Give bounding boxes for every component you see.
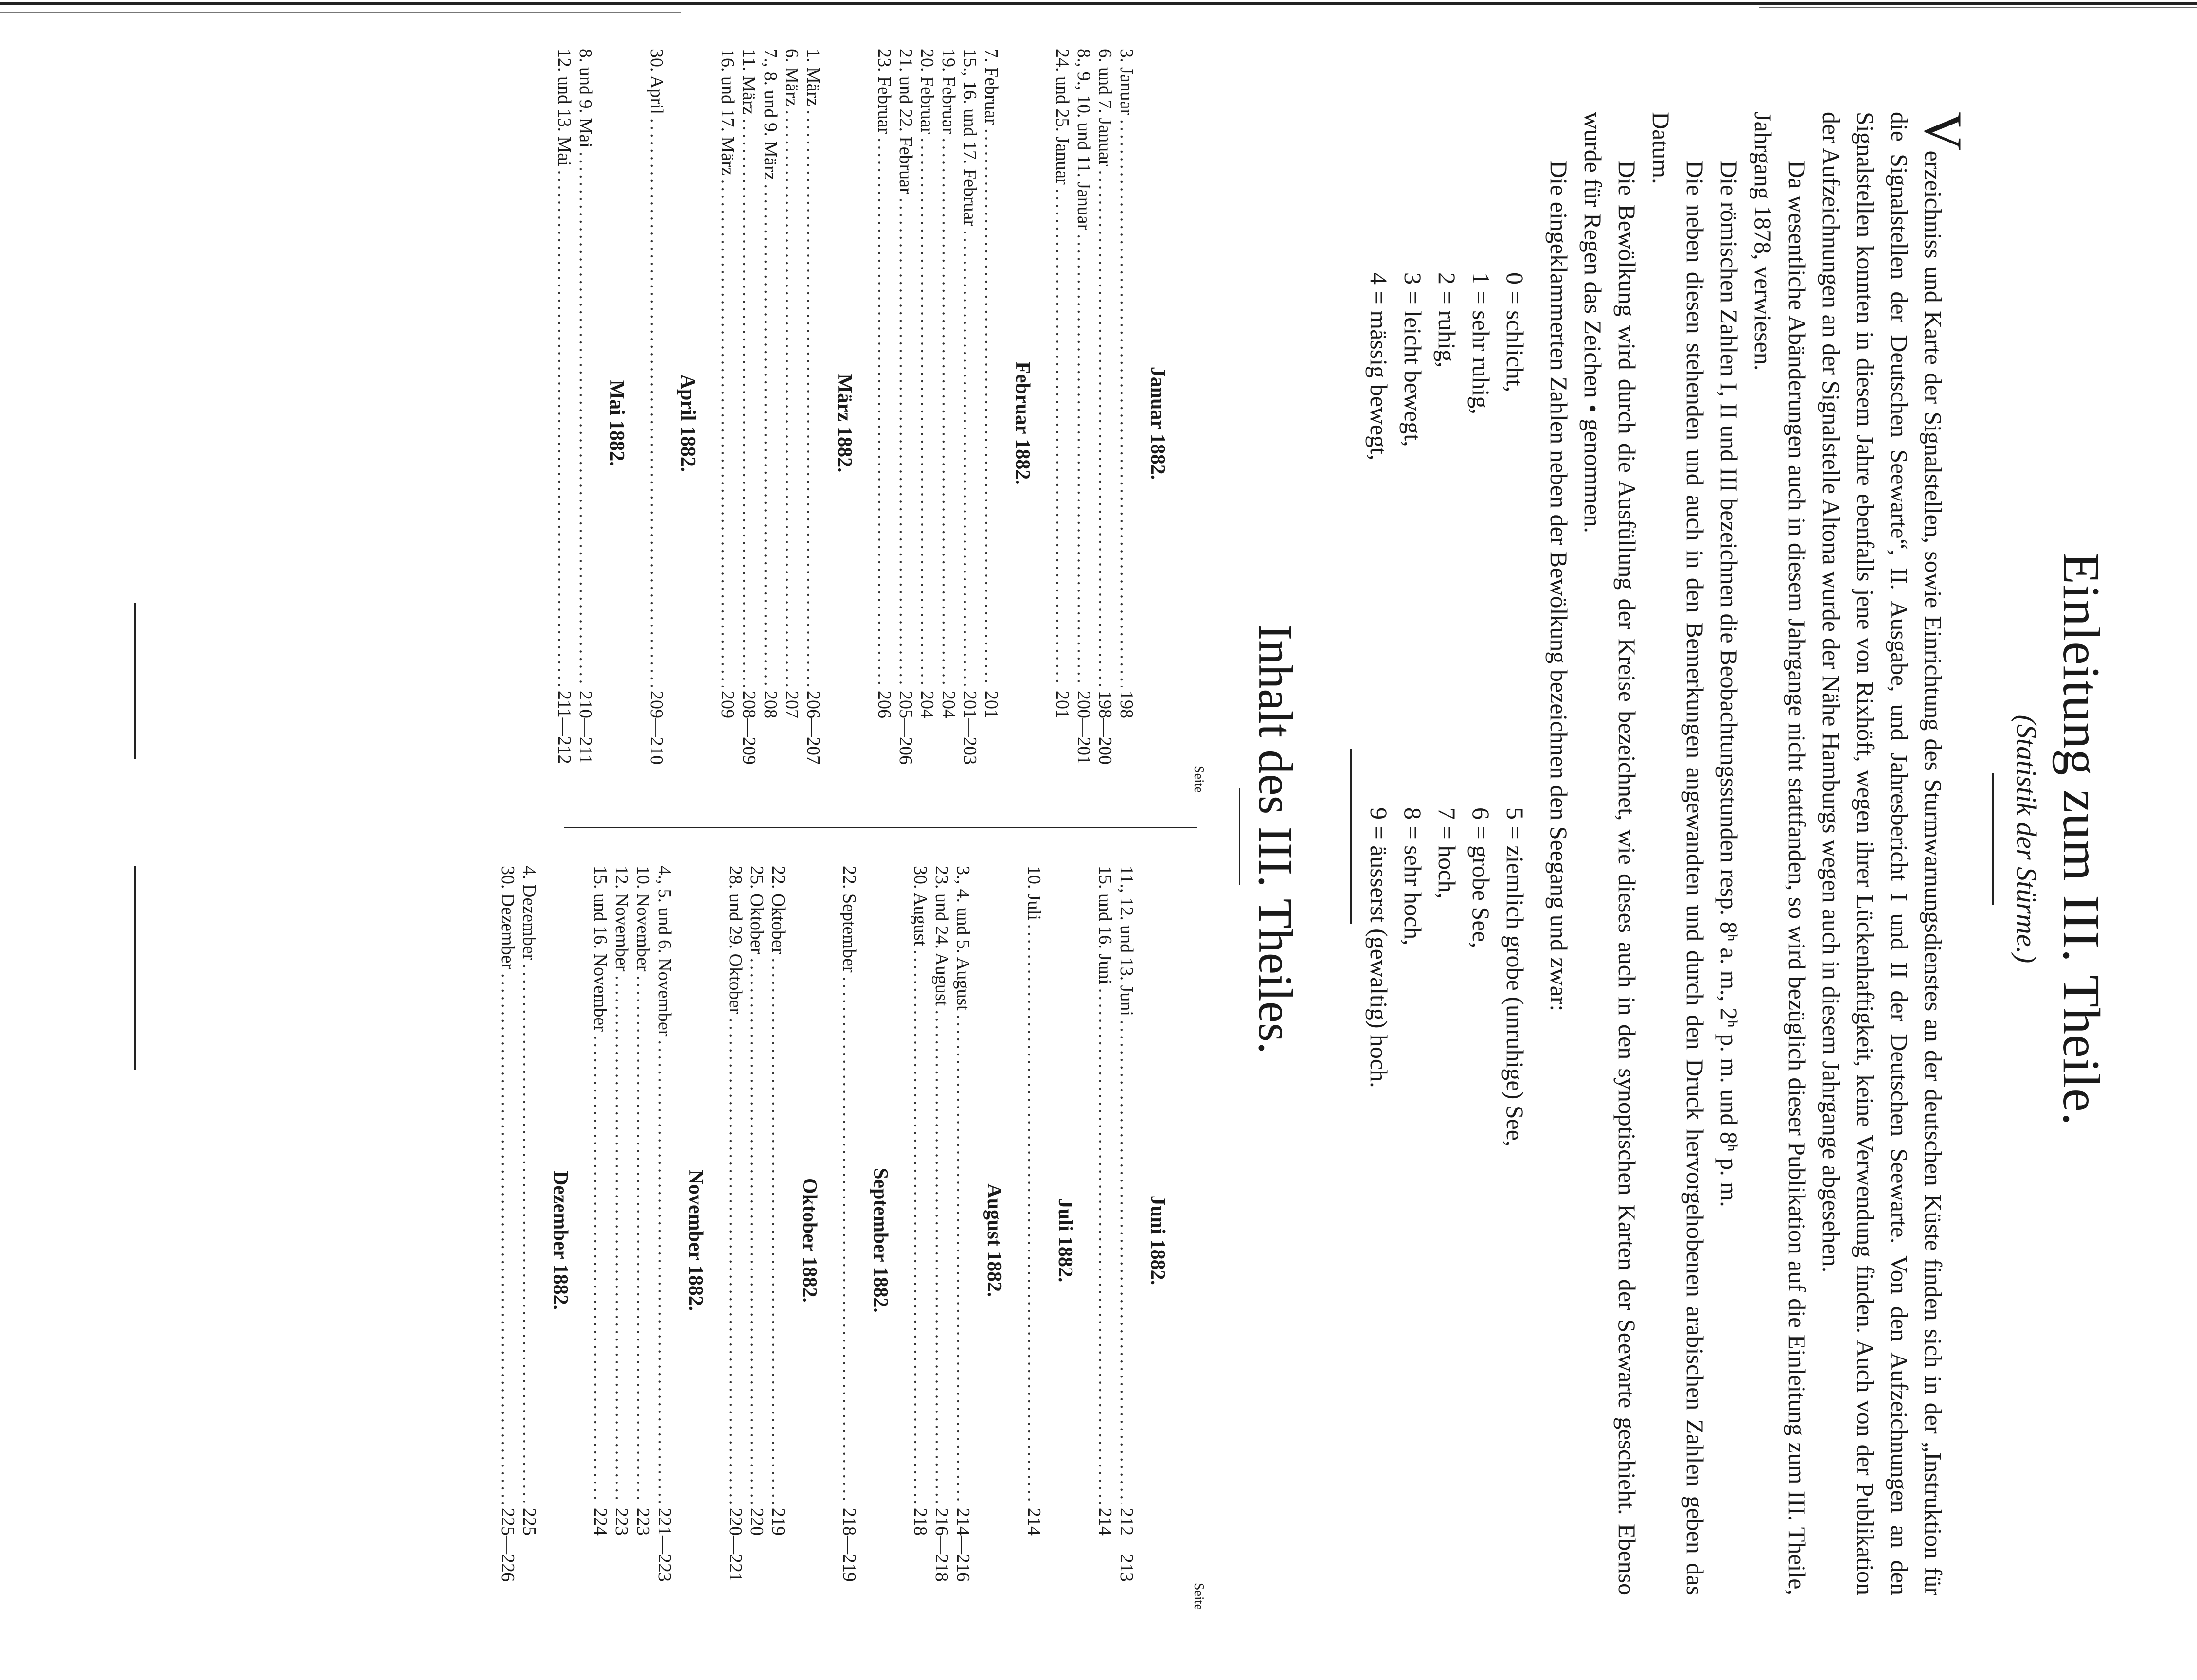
dot-leader <box>654 1040 675 1504</box>
toc-entry-page: 218 <box>910 1508 930 1536</box>
dot-leader <box>839 977 860 1504</box>
intro-text <box>1542 112 1973 1595</box>
seite-label: Seite <box>1191 1583 1206 1610</box>
dot-leader <box>1116 1020 1137 1504</box>
scan-edge-line <box>0 12 681 13</box>
toc-entry-page: 205—206 <box>895 691 916 765</box>
toc-entry-page: 209 <box>717 691 738 718</box>
toc-entry <box>981 49 1002 798</box>
dot-leader <box>760 184 781 687</box>
toc-entry <box>746 866 768 1615</box>
toc-entry-date: 20. Februar <box>917 49 937 134</box>
toc-entry <box>931 866 952 1615</box>
toc-entry <box>725 866 746 1615</box>
toc-entry-date: 3., 4. und 5. August <box>953 866 973 1011</box>
toc-entry-date: 16. und 17. März <box>717 49 738 176</box>
dot-leader <box>725 1018 746 1504</box>
toc-entry <box>839 866 860 1615</box>
toc-entry-page: 208 <box>760 691 781 718</box>
dot-leader <box>1094 170 1116 687</box>
toc-entry-page: 198 <box>1116 691 1137 718</box>
toc-entry-date: 12. November <box>611 866 632 972</box>
toc-entry <box>554 49 575 798</box>
toc-entry <box>768 866 789 1615</box>
toc-entry-page: 224 <box>590 1508 610 1536</box>
dot-leader <box>895 198 916 687</box>
toc-month-heading: November 1882. <box>684 1169 707 1311</box>
page-title: Einleitung zum III. Theile. <box>2052 552 2110 1126</box>
dot-leader <box>497 973 518 1504</box>
scale-entry: 2 = ruhig, <box>1433 272 1461 368</box>
toc-month-heading: Juni 1882. <box>1146 1195 1169 1286</box>
toc-entry-page: 200—201 <box>1073 691 1094 765</box>
toc-entry-page: 214 <box>1024 1508 1044 1536</box>
toc-month-heading: August 1882. <box>983 1183 1005 1297</box>
toc-entry-date: 1. März <box>803 49 823 107</box>
toc-entry <box>916 49 938 798</box>
intro-paragraph-5: Die Bewölkung wird durch die Ausfüllung der Kreise bezeichnet, wie dieses auch in den synoptischen Karten der Seewarte geschieht. Ebenso wurde für Regen das Zeichen • genommen. <box>1579 112 1641 1595</box>
seite-label: Seite <box>1191 766 1206 793</box>
dot-leader <box>738 119 760 687</box>
toc-entry-date: 7. Februar <box>981 49 1001 125</box>
toc-entry-date: 22. September <box>839 866 859 973</box>
dot-leader <box>981 128 1002 687</box>
dot-leader <box>575 152 596 687</box>
toc-month-heading: Januar 1882. <box>1146 366 1169 480</box>
toc-entry-date: 30. Dezember <box>498 866 518 970</box>
toc-entry-date: 15. und 16. Juni <box>1095 866 1115 984</box>
toc-entry-page: 221—223 <box>654 1508 675 1582</box>
toc-entry-date: 15. und 16. November <box>590 866 610 1032</box>
toc-entry-page: 210—211 <box>575 691 596 764</box>
scan-edge-line-right <box>1759 7 2197 8</box>
toc-entry <box>575 49 596 798</box>
toc-month-heading: März 1882. <box>833 374 856 473</box>
toc-entry-date: 6. März <box>782 49 802 107</box>
toc-entry-page: 220 <box>747 1508 767 1536</box>
dot-leader <box>874 138 895 687</box>
intro-paragraph-6: Die eingeklammerten Zahlen neben der Bewölkung bezeichnen den Seegang und zwar: <box>1545 161 1572 1012</box>
toc-entry <box>1116 866 1137 1615</box>
toc-entry-date: 11., 12. und 13. Juni <box>1116 866 1137 1016</box>
dot-leader <box>1073 234 1094 687</box>
dot-leader <box>959 230 981 687</box>
toc-entry-date: 10. Juli <box>1024 866 1044 920</box>
toc-month-heading: Juli 1882. <box>1054 1198 1076 1283</box>
dot-leader <box>746 958 768 1504</box>
toc-entry <box>895 49 916 798</box>
toc-entry <box>738 49 760 798</box>
toc-entry-page: 220—221 <box>725 1508 746 1582</box>
toc-entry <box>518 866 540 1615</box>
toc-entry-date: 12. und 13. Mai <box>554 49 574 166</box>
toc-entry-date: 4., 5. und 6. November <box>654 866 675 1037</box>
toc-entry-page: 207 <box>782 691 802 718</box>
scale-entry: 8 = sehr hoch, <box>1399 807 1427 946</box>
toc-entry-page: 223 <box>633 1508 653 1536</box>
scale-entry: 5 = ziemlich grobe (unruhige) See, <box>1501 807 1529 1147</box>
toc-entry-date: 10. November <box>633 866 653 972</box>
scale-row <box>1498 272 1532 1488</box>
scale-row <box>1362 272 1396 1488</box>
toc-entry-page: 218—219 <box>839 1508 859 1582</box>
scan-edge-top <box>0 2 2197 5</box>
dot-leader <box>1094 988 1116 1504</box>
dot-leader <box>938 138 959 687</box>
toc-entry-date: 30. August <box>910 866 930 946</box>
toc-entry-page: 219 <box>768 1508 788 1536</box>
toc-entry-date: 6. und 7. Januar <box>1095 49 1115 166</box>
toc-entry <box>803 49 824 798</box>
title-rule <box>1992 773 1994 905</box>
scale-entry: 3 = leicht bewegt, <box>1399 272 1427 447</box>
toc-entry-page: 206 <box>874 691 894 718</box>
toc-entry-date: 7., 8. und 9. März <box>760 49 781 180</box>
dot-leader <box>518 964 540 1504</box>
toc-entry <box>1094 866 1116 1615</box>
toc-entry-page: 208—209 <box>739 691 759 765</box>
toc-entry-date: 21. und 22. Februar <box>895 49 916 194</box>
dot-leader <box>768 958 789 1504</box>
toc-entry-date: 28. und 29. Oktober <box>725 866 746 1015</box>
toc-entry-page: 206—207 <box>803 691 823 765</box>
toc-entry-page: 198—200 <box>1095 691 1115 765</box>
toc-entry <box>760 49 781 798</box>
dot-leader <box>781 110 803 687</box>
sea-state-scale <box>1362 272 1532 1488</box>
toc-entry-date: 25. Oktober <box>747 866 767 954</box>
toc-entry-date: 22. Oktober <box>768 866 788 954</box>
toc-entry-date: 3. Januar <box>1116 49 1137 116</box>
toc-entry-page: 225 <box>519 1508 539 1536</box>
toc-entry <box>717 49 738 798</box>
intro-paragraph-3: Die römischen Zahlen I, II und III bezeichnen die Beobachtungsstunden resp. 8ʰ a. m., 2ʰ p. m. und 8ʰ p. m. <box>1715 161 1743 1207</box>
toc-entry <box>874 49 895 798</box>
toc-entry-page: 209—210 <box>646 691 667 765</box>
toc-entry-page: 214 <box>1095 1508 1115 1536</box>
toc-entry <box>632 866 654 1615</box>
toc-entry <box>654 866 675 1615</box>
toc-entry-page: 211—212 <box>554 691 574 764</box>
dot-leader <box>1023 924 1045 1504</box>
intro-paragraph-4: Die neben diesen stehenden und auch in den Bemerkungen angewandten und durch den Druck hervorgehobenen arabischen Zahlen geben das Datum. <box>1647 112 1709 1595</box>
toc-month-heading: April 1882. <box>677 374 699 472</box>
scale-row <box>1464 272 1498 1488</box>
scale-row <box>1396 272 1430 1488</box>
dot-leader <box>632 975 654 1504</box>
toc-entry <box>646 49 667 798</box>
toc-title-rule <box>1239 788 1240 885</box>
scale-entry: 4 = mässig bewegt, <box>1365 272 1393 461</box>
toc-entry <box>1023 866 1045 1615</box>
toc-entry-page: 201—203 <box>960 691 980 765</box>
dot-leader <box>931 1010 952 1504</box>
toc-month-heading: Dezember 1882. <box>549 1170 572 1310</box>
toc-entry <box>910 866 931 1615</box>
toc-entry-date: 8. und 9. Mai <box>575 49 596 148</box>
toc-entry <box>781 49 803 798</box>
toc-title: Inhalt des III. Theiles. <box>1249 624 1303 1054</box>
dot-leader <box>1052 189 1073 687</box>
intro-paragraph-2: Da wesentliche Abänderungen auch in diesem Jahrgange nicht stattfanden, so wird bezüglich dieser Publikation auf die Einleitung zum III. Theile, Jahrgang 1878, verwiesen. <box>1750 112 1811 1595</box>
dot-leader <box>916 138 938 687</box>
scale-entry: 1 = sehr ruhig, <box>1467 272 1495 415</box>
toc-entry <box>611 866 632 1615</box>
toc-entry-page: 216—218 <box>931 1508 952 1582</box>
toc-entry-page: 201 <box>1052 691 1072 718</box>
toc-entry-page: 204 <box>917 691 937 718</box>
dot-leader <box>589 1036 611 1504</box>
toc-entry <box>1073 49 1094 798</box>
scale-entry: 6 = grobe See, <box>1467 807 1495 948</box>
toc-left-column <box>554 49 1206 798</box>
dot-leader <box>803 110 824 687</box>
scale-entry: 0 = schlicht, <box>1501 272 1529 393</box>
dot-leader <box>717 179 738 687</box>
scale-entry: 7 = hoch, <box>1433 807 1461 899</box>
toc-entry-date: 23. und 24. August <box>931 866 952 1006</box>
toc-entry-page: 204 <box>938 691 959 718</box>
toc-right-column <box>497 866 1206 1615</box>
rotated-page <box>78 29 2111 1649</box>
intro-paragraph-1-text: erzeichniss und Karte der Signalstellen, sowie Einrichtung des Sturmwarnungsdienstes an der deutschen Küste finden sich in der „Instruktion für die Signalstellen der Deutschen Seewarte“, II. Ausgabe, und Jahresbericht I und II der Deutschen Seewarte. Von den Aufzeichnungen an den Signalstellen konnten in diesem Jahre ebenfalls jene von Rixhöft, wegen ihrer Lückenhaftigkeit, keine Verwendung finden. Auch von der Publikation der Aufzeichnungen an der Signalstelle Altona wurde der Nähe Hamburgs wegen auch in diesem Jahrgange abgesehen. <box>1818 112 1947 1595</box>
dot-leader <box>611 975 632 1504</box>
toc-entry-date: 30. April <box>646 49 667 115</box>
toc-entry-page: 201 <box>981 691 1001 718</box>
page-subtitle: (Statistik der Stürme.) <box>2011 715 2042 964</box>
dot-leader <box>952 1015 974 1504</box>
toc-entry-date: 8., 9., 10. und 11. Januar <box>1073 49 1094 231</box>
scale-entry: 9 = äusserst (gewaltig) hoch. <box>1365 807 1393 1088</box>
toc-entry-date: 24. und 25. Januar <box>1052 49 1072 185</box>
toc-month-heading: September 1882. <box>869 1168 892 1313</box>
toc-entry-date: 4. Dezember <box>519 866 539 961</box>
toc-entry <box>589 866 611 1615</box>
toc-entry-date: 11. März <box>739 49 759 115</box>
toc-entry <box>1116 49 1137 798</box>
toc-entry-page: 214—216 <box>953 1508 973 1582</box>
toc-entry-page: 223 <box>611 1508 632 1536</box>
toc-entry-page: 212—213 <box>1116 1508 1137 1582</box>
toc-month-heading: Mai 1882. <box>606 380 628 466</box>
dot-leader <box>1116 119 1137 687</box>
toc-column-separator <box>564 827 1197 828</box>
toc-entry <box>938 49 959 798</box>
toc-entry-date: 15., 16. und 17. Februar <box>960 49 980 227</box>
toc-entry <box>952 866 974 1615</box>
section-rule <box>1350 749 1352 924</box>
toc-month-heading: Oktober 1882. <box>798 1178 821 1303</box>
toc-month-heading: Februar 1882. <box>1011 361 1034 485</box>
intro-paragraph-1 <box>1814 112 1973 1595</box>
toc-entry <box>1094 49 1116 798</box>
scale-row <box>1430 272 1464 1488</box>
drop-initial: V <box>1913 112 1973 151</box>
bottom-rule-left <box>134 603 136 759</box>
toc-entry <box>1052 49 1073 798</box>
dot-leader <box>554 170 575 687</box>
toc-entry <box>497 866 518 1615</box>
toc-entry-date: 23. Februar <box>874 49 894 134</box>
toc-entry-date: 19. Februar <box>938 49 959 134</box>
toc-entry <box>959 49 981 798</box>
bottom-rule-right <box>134 866 136 1070</box>
toc-entry-page: 225—226 <box>498 1508 518 1582</box>
dot-leader <box>910 950 931 1504</box>
dot-leader <box>646 118 667 687</box>
